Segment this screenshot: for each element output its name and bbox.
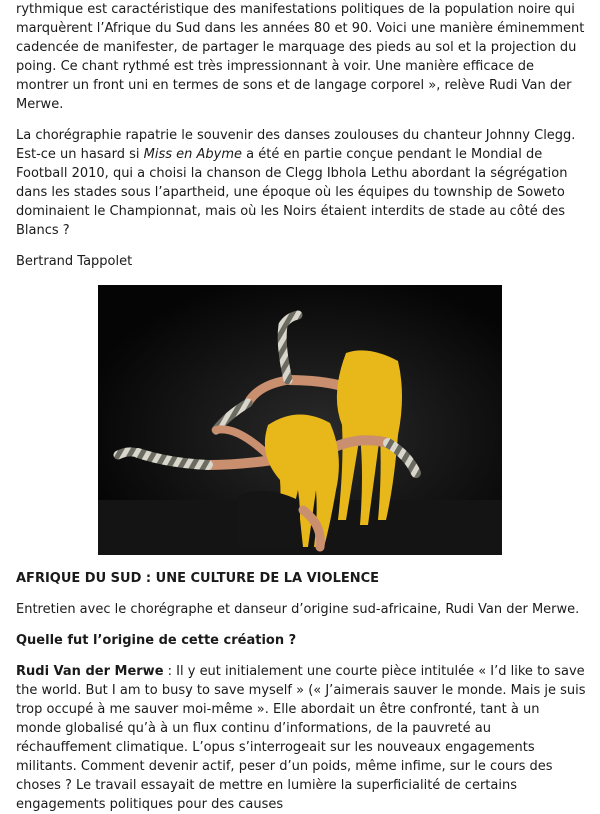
author-signature: Bertrand Tappolet [16,254,133,269]
article-paragraph: rythmique est caractéristique des manifestations politiques de la population noire qui marquèrent l’Afrique du Sud dans les années 80 et 90. Voici une manière éminemment cadencée de manifester, de partager le marquage des pieds au sol et la projection du poing. Ce chant rythmé est très impressionnant à voir. Une manière efficace de montrer un front uni en termes de sons et de langage corporel », relève Rudi Van der Merwe. [16,2,585,112]
section-heading: AFRIQUE DU SUD : UNE CULTURE DE LA VIOLENCE [16,571,380,586]
paragraph-text: a été en partie conçue pendant le Mondial de Football 2010, qui a choisi la chanson de Clegg Ibhola Lethu abordant la ségrégation dans les stades sous l’apartheid, une époque où les équipes du township de Soweto dominaient le Championnat, mais où les Noirs étaient interdits de stade au côté des Blancs ? [16,147,568,238]
black-shorts [238,491,303,547]
article-paragraph [16,126,588,240]
interview-answer [16,662,588,814]
show-title: Miss en Abyme [143,147,243,162]
interview-intro: Entretien avec le chorégraphe et danseur d’origine sud-africaine, Rudi Van der Merwe. [16,602,580,617]
answer-text: : Il y eut initialement une courte pièce intitulée « I’d like to save the world. But I am to busy to save myself » (« J’aimerais sauver le monde. Mais je suis trop occupé à me sauver moi-même ». Elle abordait un être confronté, tant à un monde globalisé qu’à à un flux continu d’informations, de la pauvreté au réchauffement climatique. L’opus s’interrogeait sur les nouveaux engagements militants. Comment devenir actif, peser d’un poids, même infime, sur le cours des choses ? Le travail essayait de mettre en lumière la superficialité de certains engagements politiques pour des causes [16,664,586,812]
paragraph-text: La chorégraphie rapatrie le souvenir des danses zoulouses du chanteur Johnny Clegg. Est-ce un hasard si [16,128,576,162]
interview-question: Quelle fut l’origine de cette création ? [16,633,297,648]
speaker-name: Rudi Van der Merwe [16,664,164,679]
dance-photo-illustration [98,285,502,555]
dance-photo [98,285,502,555]
article-body [16,0,588,814]
